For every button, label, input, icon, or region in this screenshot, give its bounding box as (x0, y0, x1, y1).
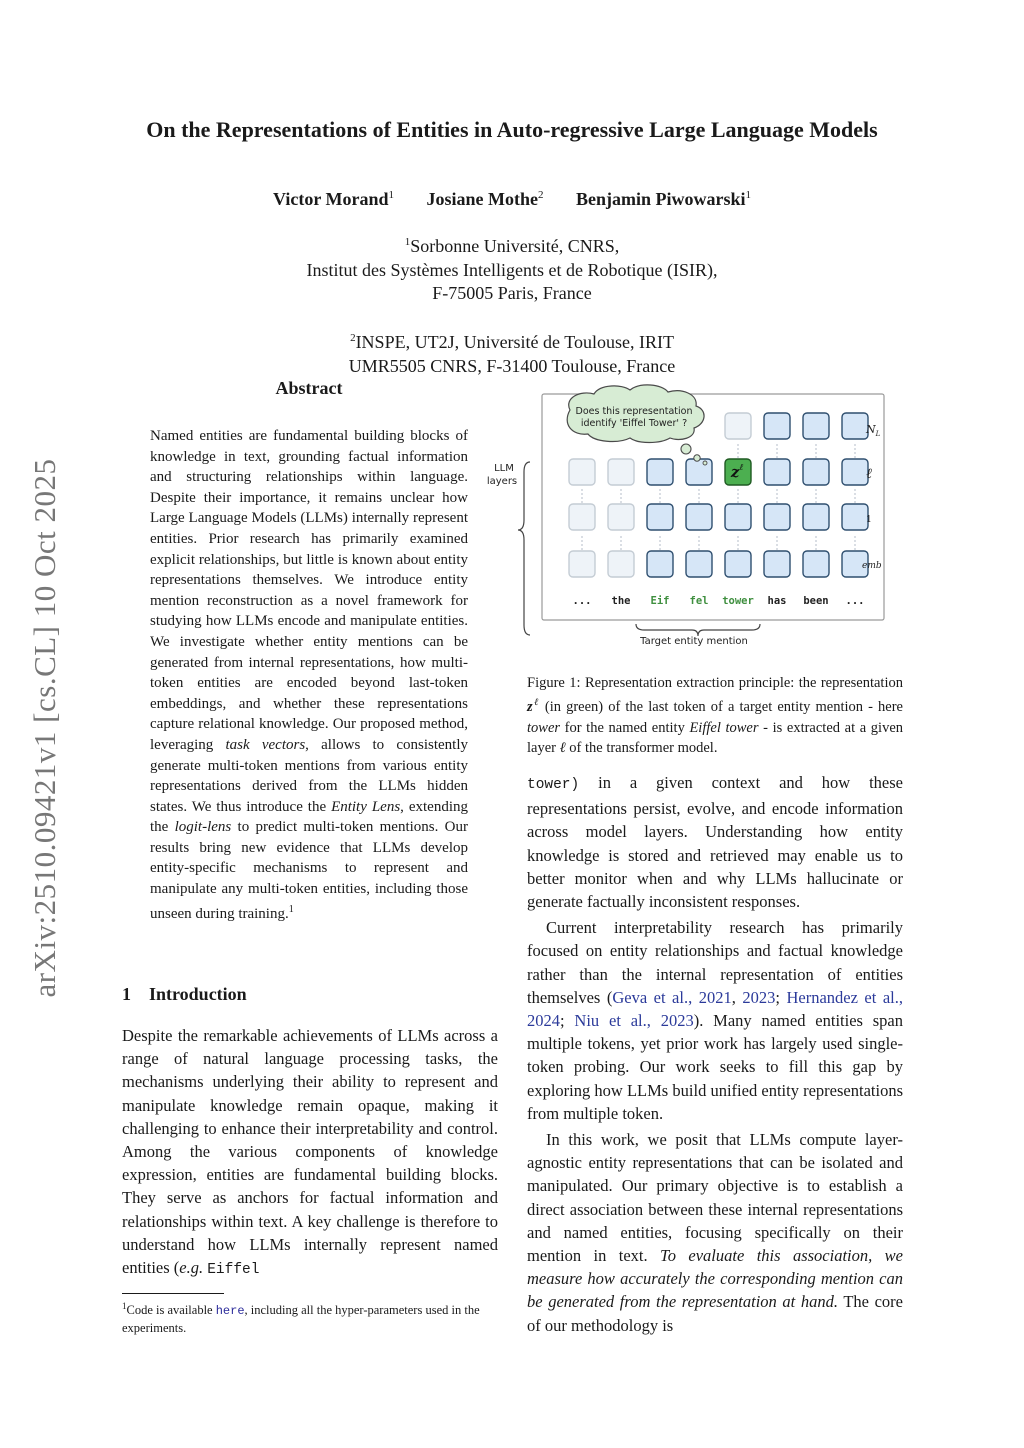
input-token: been (803, 595, 829, 607)
citation-niu[interactable]: Niu et al., 2023 (574, 1011, 694, 1031)
hidden-state-cell (803, 413, 829, 439)
figure-1-diagram (484, 380, 904, 652)
hidden-state-cell (686, 504, 712, 530)
hidden-state-cell (608, 551, 634, 577)
hidden-state-cell (842, 459, 868, 485)
hidden-state-cell (608, 504, 634, 530)
section-heading-introduction: 1 Introduction (122, 984, 247, 1004)
layer-label-ell: ℓ (866, 466, 872, 482)
paper-title: On the Representations of Entities in Auto-regressive Large Language Models (146, 117, 878, 142)
affiliation-1: $^1$Sorbonne Université, CNRS, Institut des Systèmes Intelligents et de Robotique (ISIR), F-75005 Paris, France (306, 236, 718, 303)
hidden-state-cell (803, 459, 829, 485)
figure-1 (484, 380, 904, 652)
hidden-state-cell (686, 551, 712, 577)
hidden-state-cell (764, 551, 790, 577)
introduction-text: Despite the remarkable achievements of LLMs across a range of natural language processing tasks, the mechanisms underlying their ability to represent and manipulate knowledge remain opaque, making it challenging to enhance their interpretability and control. Among the various components of knowledge expression, entities are fundamental building blocks. They serve as anchors for factual information and relationships within text. A key challenge is therefore to understand how LLMs internally represent named entities (e.g. Eiffel (122, 1026, 498, 1279)
input-token: tower (722, 595, 754, 607)
abstract-heading: Abstract (275, 378, 343, 398)
input-token: ... (572, 595, 592, 607)
author-3: Benjamin Piwowarski$^1$ (575, 189, 751, 209)
author-1: Victor Morand$^1$ (273, 189, 394, 209)
paragraph-3: In this work, we posit that LLMs compute layer-agnostic entity representations that can be isolated and manipulated. Our primary objective is to establish a direct association between these internal representations and named entities, focusing specifically on their mention in text. To evaluate this association, we measure how accurately the corresponding mention can be generated from the representation at hand. The core of our methodology is (527, 1130, 903, 1335)
bubble-text-line2: identify 'Eiffel Tower' ? (580, 418, 688, 429)
author-list (112, 182, 912, 212)
citation-hernandez[interactable]: Hernandez et al., 2024 (527, 987, 904, 1031)
figure-1-caption: Figure 1: Representation extraction principle: the representation $z^\ell$ (in green) of the last token of a target entity mention - here tower for the named entity Eiffel tower - is extracted at a given layer ℓ of the transformer model. (527, 675, 904, 757)
input-token: Eif (650, 595, 670, 607)
hidden-state-cell (647, 459, 673, 485)
input-token: ... (845, 595, 865, 607)
hidden-state-cell (569, 504, 595, 530)
input-token: fel (689, 595, 709, 607)
input-token: has (767, 595, 787, 607)
hidden-state-cell (842, 504, 868, 530)
z-ell-label: $z^\ell$ (730, 463, 744, 481)
llm-layers-brace (518, 462, 530, 635)
layer-label-emb: emb (862, 561, 882, 571)
hidden-state-cell (647, 504, 673, 530)
hidden-state-cell (803, 551, 829, 577)
arxiv-sidebar (22, 428, 68, 1028)
hidden-state-cell (725, 504, 751, 530)
citation-geva[interactable]: Geva et al., 2021 (612, 987, 732, 1007)
footnote-rule (122, 1293, 224, 1294)
layer-label-1: 1 (866, 515, 872, 525)
hidden-state-cell (764, 413, 790, 439)
target-mention-brace (636, 624, 760, 636)
hidden-state-cell (569, 551, 595, 577)
hidden-state-cell (686, 459, 712, 485)
paragraph-2: Current interpretability research has primarily focused on entity relationships and factual knowledge rather than the internal representation of entities themselves (Geva et al., 2021, 2023; Hernandez et al., 2024; Niu et al., 2023). Many named entities span multiple tokens, yet prior work has largely used single-token probing. Our work seeks to fill this gap by exploring how LLMs build unified entity representations from multiple token. (527, 918, 904, 1123)
hidden-state-cell (725, 413, 751, 439)
hidden-state-cell (764, 459, 790, 485)
target-entity-label: Target entity mention (640, 636, 748, 647)
hidden-state-cell (647, 551, 673, 577)
paragraph-1: tower) in a given context and how these representations persist, evolve, and encode information across model layers. Understanding how entity knowledge is stored and retrieved may enable us to better monitor when and why LLMs hallucinate or generate factually inconsistent responses. (527, 773, 903, 912)
code-link[interactable]: here (215, 1304, 245, 1319)
hidden-state-cell (764, 504, 790, 530)
arxiv-identifier: arXiv:2510.09421v1 [cs.CL] 10 Oct 2025 (27, 458, 62, 998)
citation-geva-2023[interactable]: 2023 (742, 987, 776, 1007)
right-column-text (527, 771, 903, 1340)
abstract-text: Named entities are fundamental building blocks of knowledge in text, grounding factual information and structuring relationships within language. Despite their importance, it remains unclear how Large Language Models (LLMs) internally represent entities. Prior research has primarily examined explicit relationships, but little is known about entity representations themselves. We introduce entity mention reconstruction as a novel framework for studying how LLMs encode and manipulate entities. We investigate whether entity mentions can be generated from internal representations, how multi-token entities are encoded beyond last-token embeddings, and whether these representations capture relational knowledge. Our proposed method, leveraging task vectors, allows to consistently generate multi-token mentions from various entity representations derived from the LLMs hidden states. We thus introduce the Entity Lens, extending the logit-lens to predict multi-token mentions. Our results bring new evidence that LLMs develop entity-specific mechanisms to represent and manipulate any multi-token entities, including those unseen during training.$^1$ (150, 428, 468, 922)
hidden-state-cell (608, 459, 634, 485)
input-token: the (611, 595, 631, 607)
bubble-text-line1: Does this representation (575, 406, 693, 417)
layer-label-N: $N_L$ (866, 423, 881, 438)
footnote: $^1$Code is available here, including all the hyper-parameters used in the experiments. (122, 1301, 480, 1336)
hidden-state-cell (803, 504, 829, 530)
affiliation-2: $^2$INSPE, UT2J, Université de Toulouse, IRIT UMR5505 CNRS, F-31400 Toulouse, France (348, 332, 676, 376)
hidden-state-cell (842, 413, 868, 439)
llm-label: LLM (494, 463, 514, 474)
author-2: Josiane Mothe$^2$ (426, 189, 544, 209)
hidden-state-cell (569, 459, 595, 485)
layers-label: layers (486, 476, 518, 487)
hidden-state-cell (725, 551, 751, 577)
